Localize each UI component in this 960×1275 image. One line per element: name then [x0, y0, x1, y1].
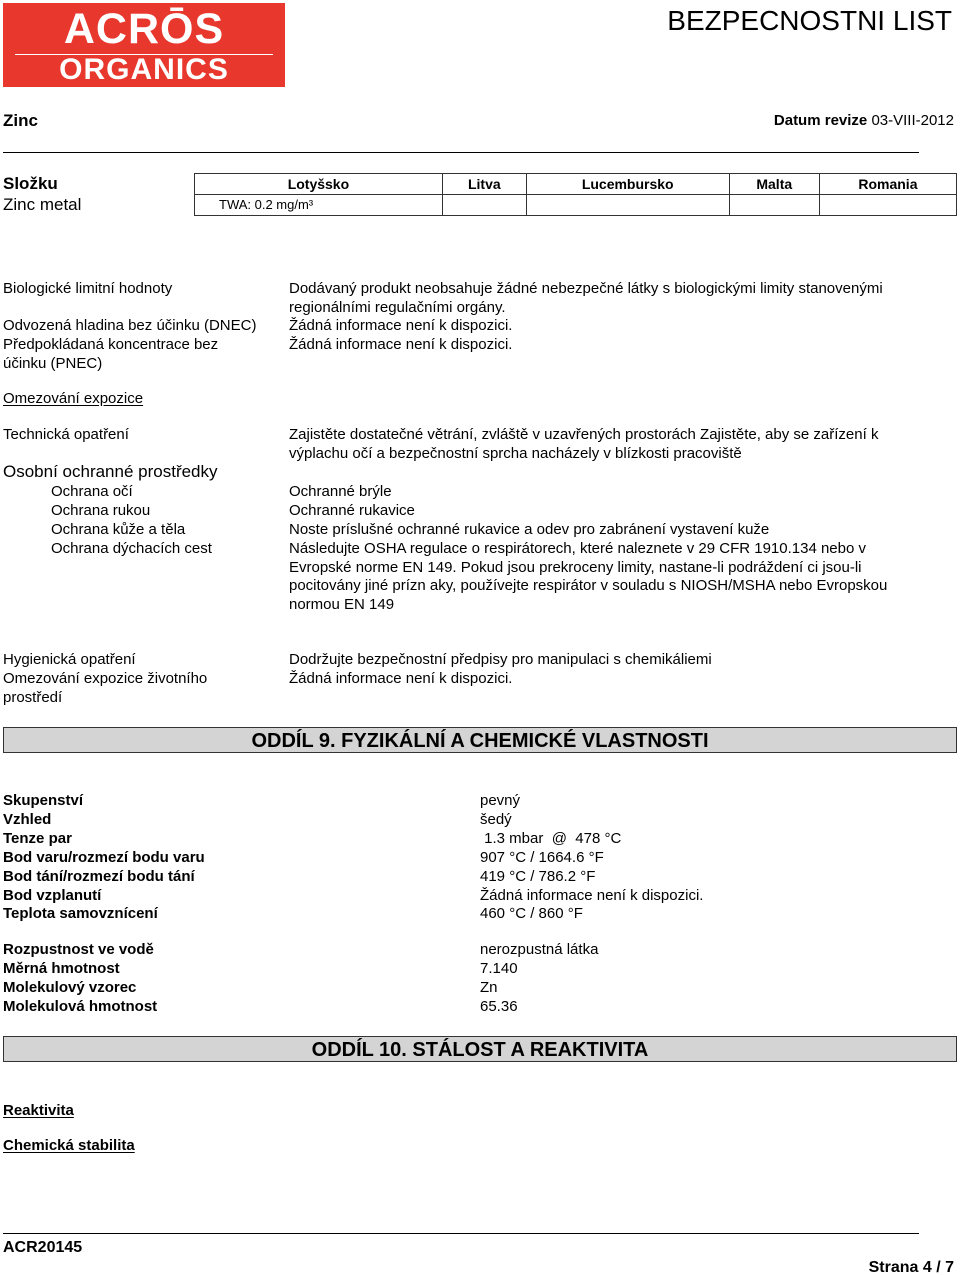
- property-label: Rozpustnost ve vodě: [3, 941, 154, 958]
- col-lithuania: Litva: [442, 174, 526, 195]
- property-value: 419 °C / 786.2 °F: [480, 867, 596, 885]
- bio-limits-label: Biologické limitní hodnoty: [3, 280, 173, 297]
- exposure-limits-table: [194, 173, 957, 216]
- skin-protection-label: Ochrana kůže a těla: [51, 521, 186, 538]
- respiratory-protection-label: Ochrana dýchacích cest: [51, 540, 212, 557]
- cell-malta: [729, 195, 819, 216]
- stability-heading: Chemická stabilita: [3, 1137, 135, 1154]
- property-value: Žádná informace není k dispozici.: [480, 886, 704, 904]
- hand-protection-value: Ochranné rukavice: [289, 502, 415, 519]
- ppe-heading: Osobní ochranné prostředky: [3, 462, 218, 481]
- cell-lithuania: [442, 195, 526, 216]
- property-value: šedý: [480, 810, 512, 828]
- acros-logo: [3, 3, 285, 87]
- product-name: Zinc: [3, 111, 38, 130]
- col-romania: Romania: [819, 174, 956, 195]
- exposure-heading: Omezování expozice: [3, 390, 144, 407]
- property-label: Teplota samovznícení: [3, 905, 158, 923]
- property-label: Měrná hmotnost: [3, 959, 120, 977]
- property-label: Molekulová hmotnost: [3, 997, 158, 1015]
- property-label: Bod varu/rozmezí bodu varu: [3, 848, 205, 866]
- hand-protection-label: Ochrana rukou: [51, 502, 151, 519]
- pnec-label: Předpokládaná koncentrace bez účinku (PNEC): [3, 336, 219, 372]
- page-label: Strana: [868, 1259, 919, 1275]
- property-label: Molekulový vzorec: [3, 978, 137, 996]
- env-exposure-label: Omezování expozice životního prostředí: [3, 670, 208, 706]
- property-value: 907 °C / 1664.6 °F: [480, 848, 604, 866]
- cell-luxembourg: [526, 195, 729, 216]
- property-label: Vzhled: [3, 810, 52, 828]
- logo-text-top: ACRŌS: [63, 5, 225, 53]
- revision-label: Datum revize: [773, 112, 868, 129]
- tech-measures-label: Technická opatření: [3, 426, 129, 443]
- section-9-title: ODDÍL 9. FYZIKÁLNÍ A CHEMICKÉ VLASTNOSTI: [3, 727, 957, 753]
- property-value: 1.3 mbar @ 478 °C: [480, 829, 622, 847]
- dnec-value: Žádná informace není k dispozici.: [289, 317, 513, 334]
- footer-rule: [3, 1233, 919, 1234]
- component-name: Zinc metal: [3, 195, 82, 214]
- property-value: nerozpustná látka: [480, 941, 599, 958]
- document-title: BEZPECNOSTNI LIST: [667, 5, 952, 36]
- table-row: [195, 195, 957, 216]
- revision-date: [774, 112, 954, 131]
- page-value: 4 / 7: [922, 1259, 954, 1275]
- col-luxembourg: Lucembursko: [526, 174, 729, 195]
- property-label: Skupenství: [3, 792, 84, 809]
- table-header-row: [195, 174, 957, 195]
- reactivity-heading: Reaktivita: [3, 1102, 74, 1119]
- composition-heading: Složku: [3, 174, 58, 193]
- skin-protection-value: Noste príslušné ochranné rukavice a odev pro zabránení vystavení kuže: [289, 521, 770, 538]
- header-rule: [3, 152, 919, 153]
- cell-romania: [819, 195, 956, 216]
- property-value: Zn: [480, 978, 498, 996]
- dnec-label: Odvozená hladina bez účinku (DNEC): [3, 317, 257, 334]
- page-number: [869, 1259, 954, 1275]
- cell-latvia: TWA: 0.2 mg/m³: [195, 195, 443, 216]
- tech-measures-value: Zajistěte dostatečné větrání, zvláště v uzavřených prostorách Zajistěte, aby se zařízení k výplachu očí a bezpečnostní sprcha nacházely v blízkosti pracoviště: [289, 426, 879, 462]
- document-code: ACR20145: [3, 1239, 83, 1256]
- property-value: 460 °C / 860 °F: [480, 905, 583, 923]
- bio-limits-value: Dodávaný produkt neobsahuje žádné nebezpečné látky s biologickými limity stanovenými regionálními regulačními orgány.: [289, 280, 883, 316]
- property-label: Tenze par: [3, 829, 72, 847]
- section-10-title: ODDÍL 10. STÁLOST A REAKTIVITA: [3, 1036, 957, 1062]
- property-value: 65.36: [480, 997, 518, 1015]
- property-label: Bod vzplanutí: [3, 886, 102, 904]
- hygiene-label: Hygienická opatření: [3, 651, 136, 668]
- hygiene-value: Dodržujte bezpečnostní předpisy pro manipulaci s chemikáliemi: [289, 651, 712, 668]
- env-exposure-value: Žádná informace není k dispozici.: [289, 670, 513, 687]
- eye-protection-label: Ochrana očí: [51, 483, 133, 500]
- property-label: Bod tání/rozmezí bodu tání: [3, 867, 195, 885]
- col-malta: Malta: [729, 174, 819, 195]
- property-value: 7.140: [480, 959, 518, 977]
- col-latvia: Lotyšsko: [195, 174, 443, 195]
- pnec-value: Žádná informace není k dispozici.: [289, 336, 513, 353]
- eye-protection-value: Ochranné brýle: [289, 483, 392, 500]
- logo-text-bottom: ORGANICS: [7, 55, 281, 85]
- respiratory-protection-value: Následujte OSHA regulace o respirátorech, které naleznete v 29 CFR 1910.134 nebo v Evropské norme EN 149. Pokud jsou prekroceny limity, nastane-li podráždení ci jsou-li pocitovány jiné prízn aky, používejte respirátor v souladu s NIOSH/MSHA nebo Evropskou normou EN 149: [289, 540, 888, 613]
- property-value: pevný: [480, 792, 521, 809]
- revision-value: 03-VIII-2012: [871, 112, 954, 129]
